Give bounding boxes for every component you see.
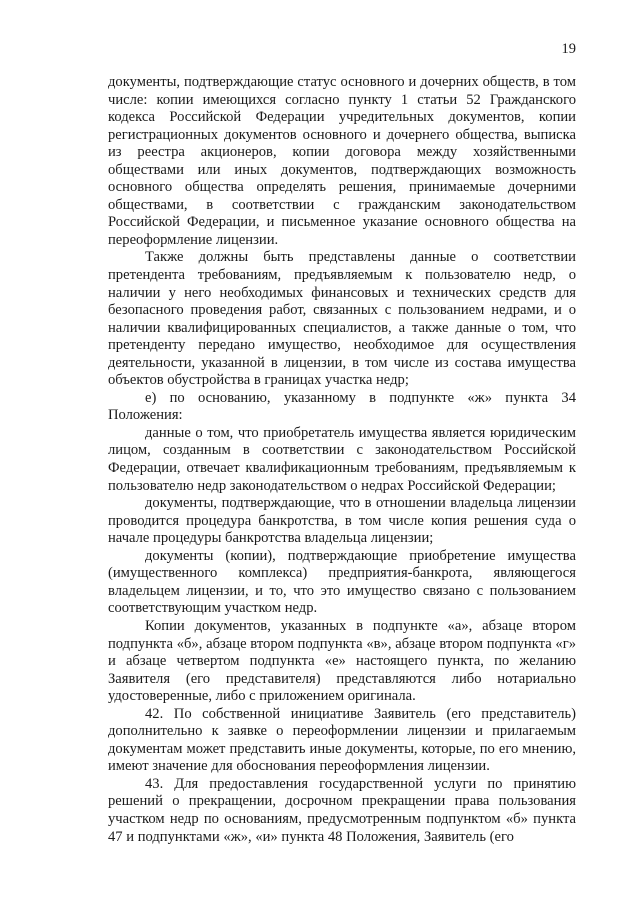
paragraph-subitem-e: е) по основанию, указанному в подпункте «ж» пункта 34 Положения: (108, 389, 576, 424)
paragraph-document-copies: Копии документов, указанных в подпункте «а», абзаце втором подпункта «б», абзаце втором подпункта «в», абзаце втором подпункта «г» и абзаце четвертом подпункта «е» настоящего пункта, по желанию Заявителя (его представителя) представляются либо нотариально удостоверенные, либо с приложением оригинала. (108, 617, 576, 705)
paragraph-property-acquisition: документы (копии), подтверждающие приобретение имущества (имущественного комплекса) предприятия-банкрота, являющегося владельцем лицензии, и то, что это имущество связано с пользованием соответствующим участком недр. (108, 547, 576, 617)
document-body (108, 74, 576, 846)
page-number: 19 (561, 41, 576, 57)
paragraph-applicant-requirements: Также должны быть представлены данные о соответствии претендента требованиям, предъявляемым к пользователю недр, о наличии у него необходимых финансовых и технических средств для безопасного проведения работ, связанных с пользованием недрами, и о наличии квалифицированных специалистов, а также данные о том, что претенденту передано имущество, необходимое для осуществления деятельности, указанной в лицензии, в том числе из состава имущества объектов обустройства в границах участка недр; (108, 249, 576, 389)
paragraph-acquirer-data: данные о том, что приобретатель имущества является юридическим лицом, созданным в соответствии с законодательством Российской Федерации, отвечает квалификационным требованиям, предъявляемым к пользователю недр законодательством о недрах Российской Федерации; (108, 424, 576, 494)
paragraph-item-43: 43. Для предоставления государственной услуги по принятию решений о прекращении, досрочном прекращении права пользования участком недр по основаниям, предусмотренным подпунктом «б» пункта 47 и подпунктами «ж», «и» пункта 48 Положения, Заявитель (его (108, 775, 576, 845)
paragraph-bankruptcy-documents: документы, подтверждающие, что в отношении владельца лицензии проводится процедура банкротства, в том числе копия решения суда о начале процедуры банкротства владельца лицензии; (108, 495, 576, 547)
paragraph-item-42: 42. По собственной инициативе Заявитель (его представитель) дополнительно к заявке о переоформлении лицензии и прилагаемым документам может представить иные документы, которые, по его мнению, имеют значение для обоснования переоформления лицензии. (108, 705, 576, 775)
paragraph-subsidiary-documents: документы, подтверждающие статус основного и дочерних обществ, в том числе: копии имеющихся согласно пункту 1 статьи 52 Гражданского кодекса Российской Федерации учредительных документов, копии регистрационных документов основного и дочернего общества, выписка из реестра акционеров, копии договора между хозяйственными обществами или иных документов, подтверждающих возможность основного общества определять решения, принимаемые дочерними обществами, в соответствии с гражданским законодательством Российской Федерации, и письменное указание основного общества на переоформление лицензии. (108, 74, 576, 248)
